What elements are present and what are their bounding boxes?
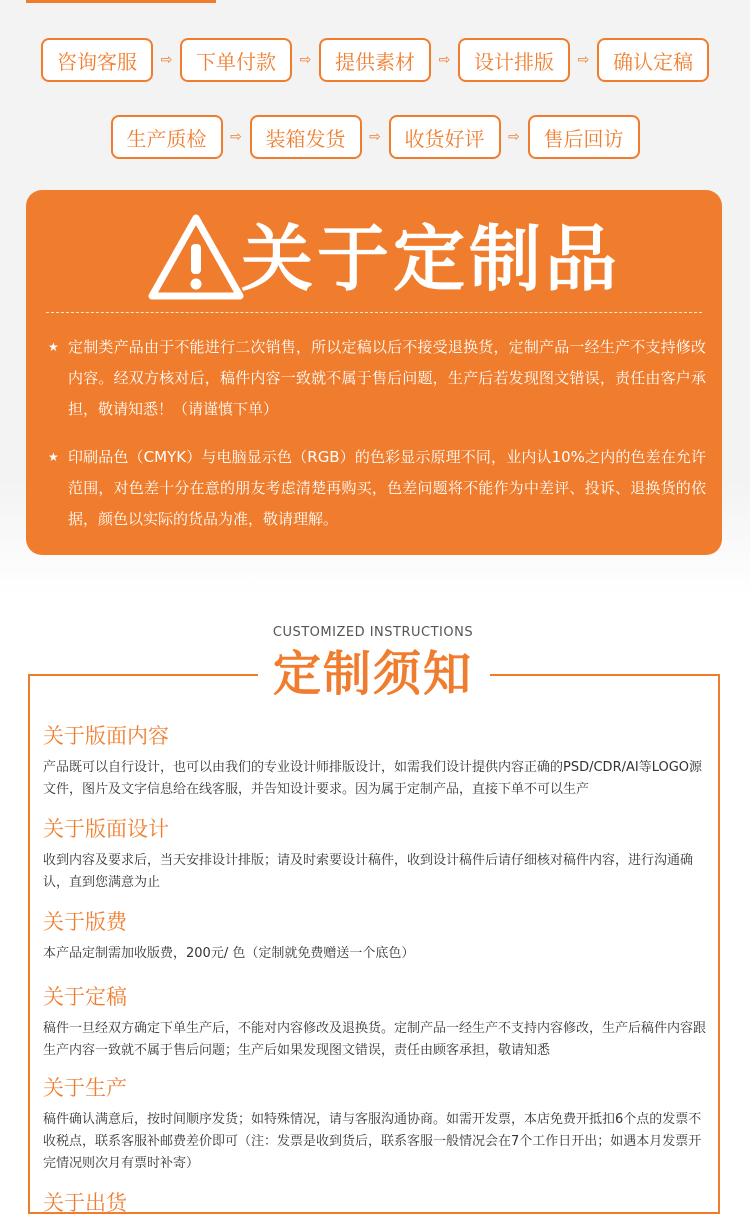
instruction-heading: 关于出货 bbox=[43, 1191, 127, 1215]
arrow-right-icon: ⇨ bbox=[160, 52, 173, 68]
instruction-layout-design bbox=[43, 814, 707, 894]
notice-text: 定制类产品由于不能进行二次销售，所以定稿以后不接受退换货，定制产品一经生产不支持修改内容。经双方核对后，稿件内容一致就不属于售后问题，生产后若发现图文错误，责任由客户承担，敬请知悉！（请谨慎下单） bbox=[68, 338, 706, 418]
arrow-right-icon: ⇨ bbox=[508, 129, 520, 145]
instruction-body: 稿件确认满意后，按时间顺序发货；如特殊情况，请与客服沟通协商。如需开发票，本店免费开抵扣6个点的发票不收税点，联系客服补邮费差价即可（注：发票是收到货后，联系客服一般情况会在7个工作日开出；如遇本月发票开完情况则次月有票时补寄） bbox=[43, 1112, 702, 1171]
notice-item bbox=[48, 332, 706, 425]
instruction-production bbox=[43, 1073, 707, 1175]
card-title: 关于定制品 bbox=[241, 217, 622, 301]
instruction-body: 产品既可以自行设计，也可以由我们的专业设计师排版设计，如需我们设计提供内容正确的PSD/CDR/AI等LOGO源文件，图片及文字信息给在线客服，并告知设计要求。因为属于定制产品，直接下单不可以生产 bbox=[43, 760, 703, 797]
section-subtitle-en: CUSTOMIZED INSTRUCTIONS bbox=[272, 625, 474, 640]
instruction-body: 本产品定制需加收版费，200元/ 色（定制就免费赠送一个底色） bbox=[43, 946, 415, 961]
step-confirm-draft: 确认定稿 bbox=[597, 38, 709, 82]
frame-top-right-line bbox=[490, 674, 720, 676]
instruction-layout-content bbox=[43, 721, 707, 801]
instruction-heading: 关于定稿 bbox=[43, 985, 127, 1009]
arrow-right-icon: ⇨ bbox=[577, 52, 590, 68]
star-icon: ★ bbox=[48, 340, 59, 354]
instruction-heading: 关于版面设计 bbox=[43, 817, 169, 841]
step-design-layout: 设计排版 bbox=[458, 38, 570, 82]
custom-product-notice-card bbox=[26, 190, 722, 555]
step-provide-material: 提供素材 bbox=[319, 38, 431, 82]
step-order-pay: 下单付款 bbox=[180, 38, 292, 82]
step-pack-ship: 装箱发货 bbox=[250, 115, 362, 159]
frame-top-left-line bbox=[28, 674, 258, 676]
instruction-body: 稿件一旦经双方确定下单生产后，不能对内容修改及退换货。定制产品一经生产不支持内容修改，生产后稿件内容跟生产内容一致就不属于售后问题；生产后如果发现图文错误，责任由顾客承担，敬请知悉 bbox=[43, 1021, 707, 1058]
instruction-final-draft bbox=[43, 982, 707, 1062]
star-icon: ★ bbox=[48, 450, 59, 464]
top-accent-bar bbox=[26, 0, 216, 3]
step-quality-check: 生产质检 bbox=[111, 115, 223, 159]
instruction-heading: 关于版面内容 bbox=[43, 724, 169, 748]
step-consult: 咨询客服 bbox=[41, 38, 153, 82]
arrow-right-icon: ⇨ bbox=[369, 129, 381, 145]
arrow-right-icon: ⇨ bbox=[299, 52, 312, 68]
process-flow-row-2 bbox=[0, 115, 750, 159]
instruction-shipping bbox=[43, 1188, 707, 1218]
notice-item bbox=[48, 442, 706, 535]
step-after-sales: 售后回访 bbox=[528, 115, 640, 159]
instruction-body: 收到内容及要求后，当天安排设计排版；请及时索要设计稿件，收到设计稿件后请仔细核对稿件内容，进行沟通确认，直到您满意为止 bbox=[43, 853, 694, 890]
arrow-right-icon: ⇨ bbox=[438, 52, 451, 68]
step-receive-review: 收货好评 bbox=[389, 115, 501, 159]
instruction-plate-fee bbox=[43, 907, 707, 965]
warning-triangle-icon bbox=[146, 212, 246, 304]
process-flow-row-1 bbox=[0, 38, 750, 82]
section-title: 定制须知 bbox=[272, 646, 473, 702]
notice-text: 印刷品色（CMYK）与电脑显示色（RGB）的色彩显示原理不同，业内认10%之内的色差在允许范围，对色差十分在意的朋友考虑清楚再购买，色差问题将不能作为中差评、投诉、退换货的依据，颜色以实际的货品为准，敬请理解。 bbox=[68, 448, 706, 528]
divider bbox=[46, 312, 702, 313]
arrow-right-icon: ⇨ bbox=[230, 129, 242, 145]
instruction-heading: 关于版费 bbox=[43, 910, 127, 934]
instruction-heading: 关于生产 bbox=[43, 1076, 127, 1100]
